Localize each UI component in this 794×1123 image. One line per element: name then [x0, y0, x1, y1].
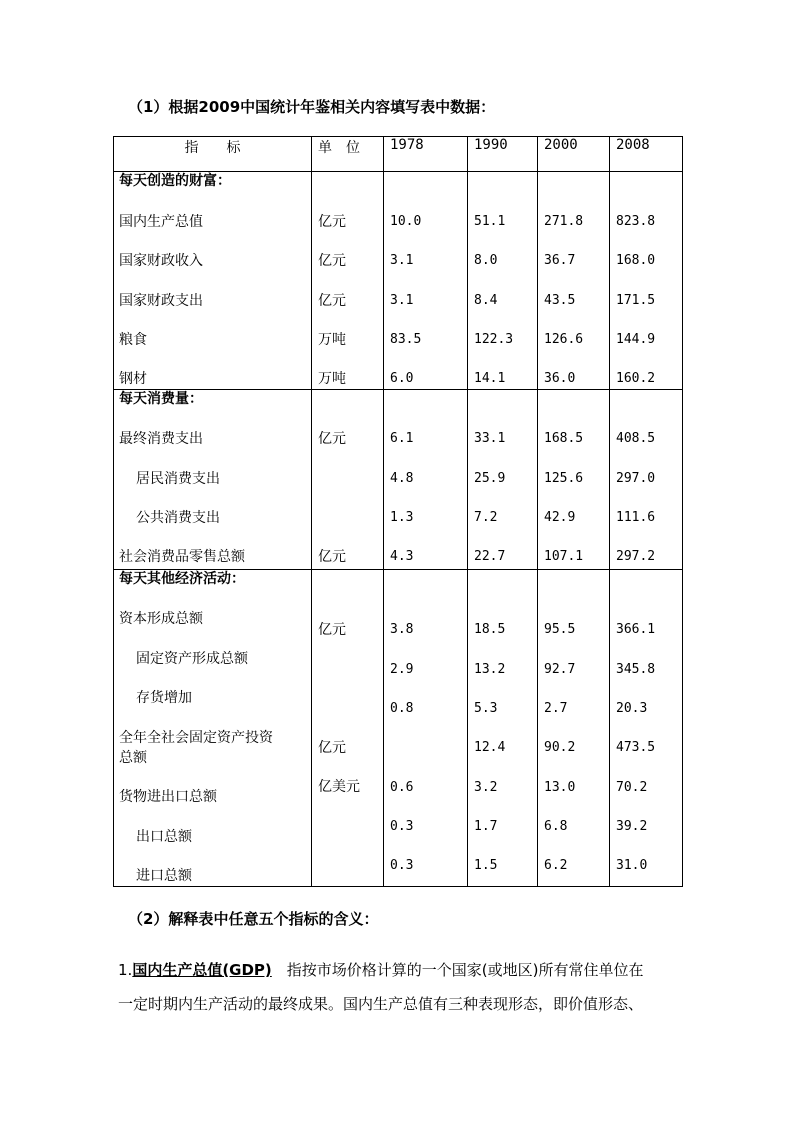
- cell-value: 168.0: [616, 253, 656, 268]
- row-name: 国家财政收入: [119, 253, 203, 269]
- section-consumption: [114, 390, 683, 570]
- cell-value: 0.6: [390, 780, 414, 795]
- section-consumption-1978: [384, 390, 468, 570]
- cell-value: 297.2: [616, 549, 656, 564]
- row-name: 全年全社会固定资产投资: [119, 730, 273, 746]
- cell-value: 2.7: [544, 701, 568, 716]
- row-name: 固定资产形成总额: [136, 651, 248, 667]
- row-name: 国家财政支出: [119, 293, 203, 309]
- cell-value: 51.1: [474, 214, 506, 229]
- cell-value: 1.3: [390, 510, 414, 525]
- cell-value: 297.0: [616, 471, 656, 486]
- cell-value: 92.7: [544, 662, 576, 677]
- section-title: 每天创造的财富：: [119, 173, 231, 189]
- question-1-heading: （1）根据2009中国统计年鉴相关内容填写表中数据：: [128, 98, 496, 116]
- cell-value: 33.1: [474, 431, 506, 446]
- section-wealth: [114, 172, 683, 390]
- header-year-1990: 1990: [468, 137, 538, 172]
- section-wealth-units: [312, 172, 384, 390]
- table-header-row: [114, 137, 683, 172]
- cell-value: 8.4: [474, 293, 498, 308]
- cell-value: 31.0: [616, 858, 648, 873]
- header-year-2000: 2000: [538, 137, 610, 172]
- cell-value: 22.7: [474, 549, 506, 564]
- cell-value: 6.2: [544, 858, 568, 873]
- row-name: 居民消费支出: [136, 471, 220, 487]
- cell-value: 90.2: [544, 740, 576, 755]
- cell-value: 8.0: [474, 253, 498, 268]
- cell-value: 3.2: [474, 780, 498, 795]
- question-2-heading: （2）解释表中任意五个指标的含义：: [128, 910, 379, 928]
- row-name: 总额: [119, 750, 147, 766]
- section-wealth-1978: [384, 172, 468, 390]
- row-unit: 亿元: [318, 740, 346, 756]
- cell-value: 345.8: [616, 662, 656, 677]
- cell-value: 70.2: [616, 780, 648, 795]
- header-year-1978: 1978: [384, 137, 468, 172]
- cell-value: 171.5: [616, 293, 656, 308]
- cell-value: 5.3: [474, 701, 498, 716]
- header-year-2008: 2008: [610, 137, 683, 172]
- cell-value: 0.3: [390, 819, 414, 834]
- section-consumption-names: [114, 390, 312, 570]
- section-other-activities: [114, 570, 683, 887]
- cell-value: 36.0: [544, 371, 576, 386]
- row-name: 进口总额: [136, 868, 192, 884]
- definition-line-2: [118, 993, 643, 1014]
- row-name: 存货增加: [136, 690, 192, 706]
- cell-value: 107.1: [544, 549, 584, 564]
- section-wealth-2008: [610, 172, 683, 390]
- cell-value: 823.8: [616, 214, 656, 229]
- cell-value: 13.2: [474, 662, 506, 677]
- cell-value: 168.5: [544, 431, 584, 446]
- cell-value: 20.3: [616, 701, 648, 716]
- definition-text-1: 指按市场价格计算的一个国家(或地区)所有常住单位在: [271, 961, 644, 979]
- section-wealth-1990: [468, 172, 538, 390]
- row-name: 最终消费支出: [119, 431, 203, 447]
- cell-value: 83.5: [390, 332, 422, 347]
- definition-term: 国内生产总值(GDP): [132, 961, 272, 979]
- cell-value: 13.0: [544, 780, 576, 795]
- row-unit: 亿元: [318, 431, 346, 447]
- section-title: 每天消费量：: [119, 391, 203, 407]
- cell-value: 36.7: [544, 253, 576, 268]
- cell-value: 43.5: [544, 293, 576, 308]
- row-unit: 万吨: [318, 371, 346, 387]
- section-other-names: [114, 570, 312, 887]
- row-name: 钢材: [119, 371, 147, 387]
- row-name: 公共消费支出: [136, 510, 220, 526]
- cell-value: 6.1: [390, 431, 414, 446]
- cell-value: 1.7: [474, 819, 498, 834]
- cell-value: 0.8: [390, 701, 414, 716]
- definition-line-1: [118, 959, 644, 980]
- row-unit: 万吨: [318, 332, 346, 348]
- cell-value: 6.0: [390, 371, 414, 386]
- statistics-table: [113, 136, 683, 887]
- section-wealth-2000: [538, 172, 610, 390]
- row-unit: 亿元: [318, 214, 346, 230]
- cell-value: 3.8: [390, 622, 414, 637]
- cell-value: 39.2: [616, 819, 648, 834]
- row-name: 社会消费品零售总额: [119, 549, 245, 565]
- cell-value: 25.9: [474, 471, 506, 486]
- row-name: 国内生产总值: [119, 214, 203, 230]
- section-consumption-2000: [538, 390, 610, 570]
- row-name: 出口总额: [136, 829, 192, 845]
- section-consumption-1990: [468, 390, 538, 570]
- row-unit: 亿元: [318, 622, 346, 638]
- cell-value: 160.2: [616, 371, 656, 386]
- row-unit: 亿美元: [318, 779, 360, 795]
- definition-number: 1.: [118, 961, 133, 979]
- cell-value: 0.3: [390, 858, 414, 873]
- header-unit: 单 位: [312, 137, 384, 172]
- section-consumption-units: [312, 390, 384, 570]
- section-other-units: [312, 570, 384, 887]
- header-indicator: 指 标: [114, 137, 312, 172]
- section-title: 每天其他经济活动：: [119, 571, 245, 587]
- section-other-2008: [610, 570, 683, 887]
- section-other-1978: [384, 570, 468, 887]
- cell-value: 408.5: [616, 431, 656, 446]
- cell-value: 95.5: [544, 622, 576, 637]
- cell-value: 2.9: [390, 662, 414, 677]
- row-name: 资本形成总额: [119, 611, 203, 627]
- cell-value: 126.6: [544, 332, 584, 347]
- cell-value: 366.1: [616, 622, 656, 637]
- cell-value: 473.5: [616, 740, 656, 755]
- cell-value: 10.0: [390, 214, 422, 229]
- cell-value: 111.6: [616, 510, 656, 525]
- row-unit: 亿元: [318, 253, 346, 269]
- cell-value: 3.1: [390, 253, 414, 268]
- definition-text-2: 一定时期内生产活动的最终成果。国内生产总值有三种表现形态，即价值形态、: [118, 995, 644, 1013]
- section-other-2000: [538, 570, 610, 887]
- cell-value: 42.9: [544, 510, 576, 525]
- cell-value: 14.1: [474, 371, 506, 386]
- cell-value: 125.6: [544, 471, 584, 486]
- row-unit: 亿元: [318, 549, 346, 565]
- row-name: 货物进出口总额: [119, 789, 217, 805]
- section-wealth-names: [114, 172, 312, 390]
- section-other-1990: [468, 570, 538, 887]
- cell-value: 6.8: [544, 819, 568, 834]
- cell-value: 7.2: [474, 510, 498, 525]
- cell-value: 4.8: [390, 471, 414, 486]
- cell-value: 144.9: [616, 332, 656, 347]
- cell-value: 4.3: [390, 549, 414, 564]
- section-consumption-2008: [610, 390, 683, 570]
- row-name: 粮食: [119, 332, 147, 348]
- cell-value: 12.4: [474, 740, 506, 755]
- cell-value: 1.5: [474, 858, 498, 873]
- row-unit: 亿元: [318, 293, 346, 309]
- cell-value: 271.8: [544, 214, 584, 229]
- cell-value: 3.1: [390, 293, 414, 308]
- cell-value: 18.5: [474, 622, 506, 637]
- cell-value: 122.3: [474, 332, 514, 347]
